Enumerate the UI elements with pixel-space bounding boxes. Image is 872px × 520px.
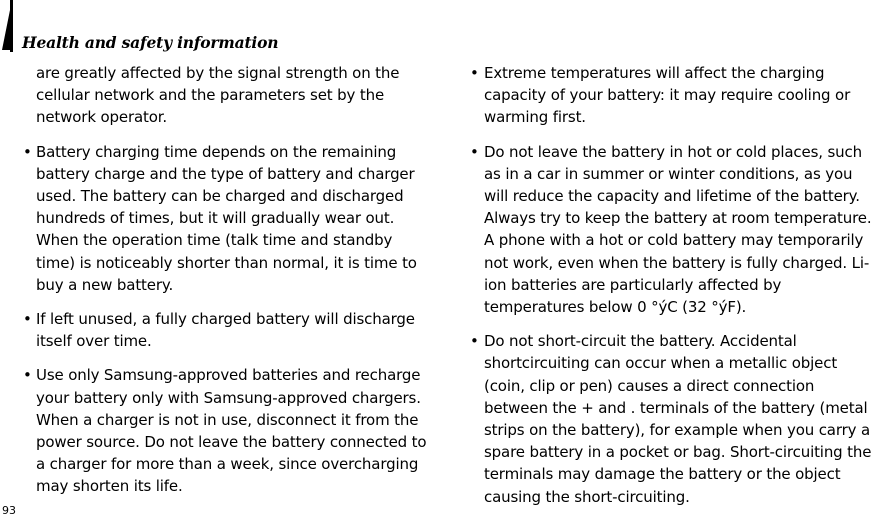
continuation-paragraph: are greatly affected by the signal strength on the cellular network and the parameters set by the network operator.	[36, 64, 400, 127]
bullet-item: • Battery charging time depends on the remaining battery charge and the type of battery and charger used. The battery can be charged and discharged hundreds of times, but it will gradually wear out. When the operation time (talk time and standby time) is noticeably shorter than normal, it is time to buy a new battery.	[36, 141, 428, 296]
left-column	[36, 62, 428, 510]
bullet-item: • Do not leave the battery in hot or cold places, such as in a car in summer or winter conditions, as you will reduce the capacity and lifetime of the battery. Always try to keep the battery at room temperature. A phone with a hot or cold battery may temporarily not work, even when the battery is fully charged. Li-ion batteries are particularly affected by temperatures below 0 °ýC (32 °ýF).	[484, 141, 872, 319]
section-header-title: Health and safety information	[22, 33, 279, 52]
bullet-item: • Do not short-circuit the battery. Accidental shortcircuiting can occur when a metallic object (coin, clip or pen) causes a direct connection between the + and . terminals of the battery (metal strips on the battery), for example when you carry a spare battery in a pocket or bag. Short-circuiting the terminals may damage the battery or the object causing the short-circuiting.	[484, 330, 872, 508]
bullet-item: • Extreme temperatures will affect the charging capacity of your battery: it may require cooling or warming first.	[484, 62, 872, 129]
bullet-item: • Use only Samsung-approved batteries and recharge your battery only with Samsung-approved chargers. When a charger is not in use, disconnect it from the power source. Do not leave the battery connected to a charger for more than a week, since overcharging may shorten its life.	[36, 364, 428, 497]
page-number: 93	[2, 504, 16, 517]
right-column	[484, 62, 872, 520]
header-rule	[10, 0, 13, 52]
bullet-item: • If left unused, a fully charged battery will discharge itself over time.	[36, 308, 428, 352]
